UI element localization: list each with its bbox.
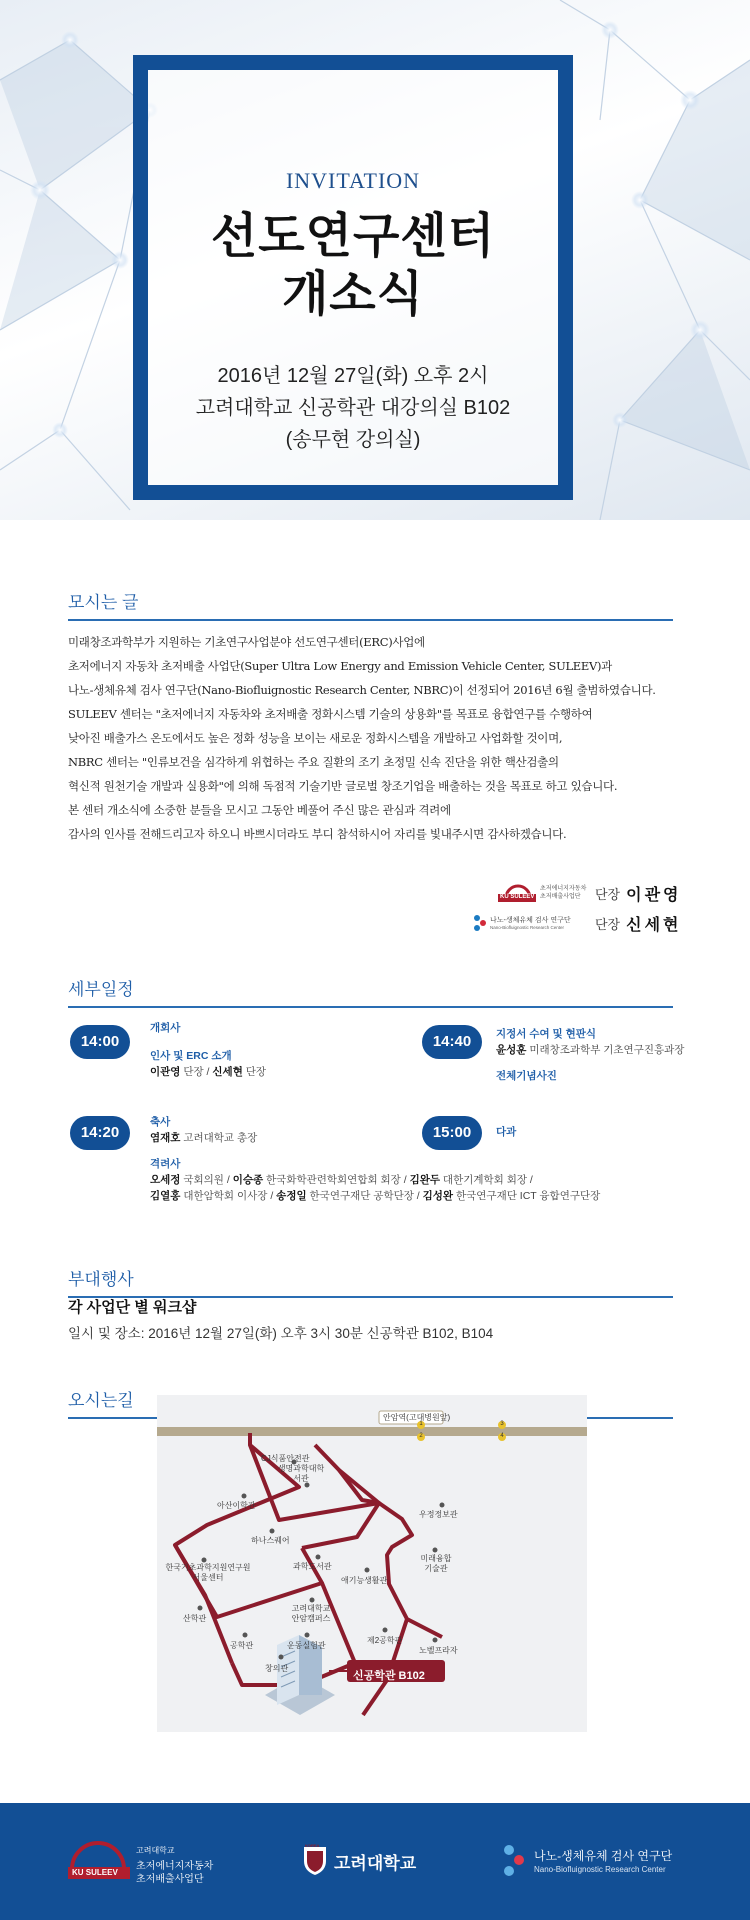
person-role: 한국연구재단 ICT 융합연구단장 [453, 1190, 601, 1202]
person-name: 염재호 [150, 1132, 181, 1144]
map-label: 산학관 [183, 1614, 207, 1623]
map-label: 과학도서관 [293, 1562, 332, 1571]
event-room: (송무현 강의실) [285, 429, 421, 451]
schedule-item-title: 다과 [496, 1126, 517, 1138]
invitation-letter [68, 630, 678, 846]
footer-suleev-line2: 초저배출사업단 [136, 1874, 204, 1885]
time-badge: 14:40 [422, 1025, 482, 1059]
person-name: 이승종 [232, 1174, 264, 1186]
map-label: 운동실험관 [287, 1641, 326, 1650]
event-date: 2016년 12월 27일(화) 오후 2시 [217, 365, 489, 387]
map-label: CJ식품안전관 [261, 1454, 310, 1463]
section-heading-letter: 모시는 글 [68, 588, 673, 621]
exit-number: 3 [500, 1421, 504, 1427]
invitation-label: INVITATION [285, 168, 421, 193]
signer-nbrc [470, 910, 682, 936]
letter-line: 낮아진 배출가스 온도에서도 높은 정화 성능을 보이는 새로운 정화시스템을 개발하고 사업화할 것이며, [68, 731, 563, 745]
person-name: 김완두 [409, 1174, 441, 1186]
event-title-line2: 개소식 [281, 268, 425, 321]
schedule-item-title: 격려사 [150, 1158, 181, 1170]
map-label: 한국기초과학지원연구원 서울센터 [165, 1563, 251, 1582]
letter-line: SULEEV 센터는 "초저에너지 자동차와 초저배출 정화시스템 기술의 상용화"를 목표로 융합연구를 수행하여 [68, 707, 593, 721]
footer-nbrc-line2: Nano-Biofluignostic Research Center [534, 1865, 666, 1874]
schedule-item-title: 지정서 수여 및 현판식 [496, 1028, 597, 1040]
section-heading-side-event: 부대행사 [68, 1265, 673, 1298]
person-name: 오세정 [150, 1174, 181, 1186]
footer-nbrc-logo [500, 1839, 700, 1883]
signer-title: 단장 [595, 887, 621, 903]
person-name: 송정일 [276, 1190, 307, 1202]
person-name: 신세현 [212, 1066, 243, 1078]
encouragement-line-2 [150, 1188, 600, 1204]
event-title [148, 208, 558, 324]
person-role: 한국연구재단 공학단장 / [306, 1190, 423, 1202]
event-venue: 고려대학교 신공학관 대강의실 B102 [195, 397, 511, 419]
letter-line: 나노-생체유체 검사 연구단(Nano-Biofluignostic Research Center, NBRC)이 선정되어 2016년 6월 출범하였습니다. [68, 683, 656, 697]
letter-line: 미래창조과학부가 지원하는 기초연구사업분야 선도연구센터(ERC)사업에 [68, 635, 425, 649]
schedule-item-people [150, 1130, 600, 1146]
map-label: 애기능생활관 [341, 1576, 388, 1585]
campus-map [157, 1395, 587, 1732]
map-label: 하나스퀘어 [251, 1536, 290, 1545]
letter-line: NBRC 센터는 "인류보건을 심각하게 위협하는 주요 질환의 조기 초정밀 신속 진단을 위한 핵산검출의 [68, 755, 559, 769]
schedule-block-1500 [496, 1124, 516, 1140]
exit-number: 2 [419, 1433, 423, 1439]
map-label: 노벨프라자 [419, 1646, 458, 1655]
signer-name: 신세현 [626, 914, 682, 934]
person-name: 김열홍 [150, 1190, 181, 1202]
signer-suleev [470, 880, 682, 906]
map-label: 생명과학대학 서관 [277, 1464, 325, 1483]
section-heading-schedule: 세부일정 [68, 975, 673, 1008]
station-label: 안암역(고대병원앞) [383, 1413, 451, 1422]
suleev-logo-mark: KU SULEEV [500, 894, 535, 900]
person-name: 윤성훈 [496, 1044, 527, 1056]
person-role: 대한기계학회 회장 / [440, 1174, 533, 1186]
footer-suleev-small: 고려대학교 [136, 1846, 175, 1855]
map-label: 창의관 [265, 1664, 289, 1673]
suleev-logo-text: 초저에너지자동차 초저배출사업단 [540, 886, 587, 900]
time-badge: 14:20 [70, 1116, 130, 1150]
map-label: 미래융합 기술관 [420, 1554, 452, 1573]
nbrc-droplet-icon [500, 1841, 528, 1881]
time-badge: 15:00 [422, 1116, 482, 1150]
footer-suleev-logo [68, 1837, 214, 1885]
schedule-block-1440 [496, 1026, 684, 1084]
invitation-frame [133, 55, 573, 500]
suleev-logo [470, 880, 585, 906]
map-label: 우정정보관 [419, 1510, 458, 1519]
schedule-item-people [150, 1064, 266, 1080]
nbrc-logo-sub: Nano-Biofluignostic Research Center [490, 925, 565, 930]
signer-title: 단장 [595, 917, 621, 933]
person-role: 미래창조과학부 기초연구진흥과장 [526, 1044, 685, 1056]
schedule-item-title: 인사 및 ERC 소개 [150, 1050, 232, 1062]
person-role: 단장 / [180, 1066, 213, 1078]
hero-section [0, 0, 750, 520]
footer-suleev-mark: KU SULEEV [72, 1868, 118, 1877]
person-name: 김성완 [422, 1190, 454, 1202]
person-role: 대한암학회 이사장 / [180, 1190, 277, 1202]
side-event-text: 일시 및 장소: 2016년 12월 27일(화) 오후 3시 30분 신공학관 B102, B104 [68, 1326, 494, 1341]
person-role: 단장 [242, 1066, 267, 1078]
map-label: 제2공학관 [367, 1636, 403, 1645]
side-event-title: 각 사업단 별 워크샵 [68, 1299, 197, 1316]
letter-line: 본 센터 개소식에 소중한 분들을 모시고 그동안 베풀어 주신 많은 관심과 격려에 [68, 803, 451, 817]
signer-name: 이관영 [626, 884, 682, 904]
person-role: 한국화학관련학회연합회 회장 / [263, 1174, 410, 1186]
schedule-item-people [496, 1042, 684, 1058]
schedule-item-title: 축사 [150, 1116, 171, 1128]
map-label: 고려대학교 안암캠퍼스 [291, 1604, 331, 1623]
schedule-block-1420 [150, 1114, 600, 1204]
schedule-item-title: 전체기념사진 [496, 1070, 557, 1082]
footer-nbrc-line1: 나노-생체유체 검사 연구단 [534, 1849, 673, 1863]
map-label: 공학관 [230, 1641, 254, 1650]
exit-number: 4 [500, 1433, 504, 1439]
nbrc-logo [470, 910, 585, 936]
letter-line: 초저에너지 자동차 초저배출 사업단(Super Ultra Low Energy and Emission Vehicle Center, SULEEV)과 [68, 659, 612, 673]
footer-korea-univ-name: 고려대학교 [334, 1854, 417, 1873]
event-title-line1: 선도연구센터 [210, 210, 496, 263]
nbrc-logo-text: 나노-생체유체 검사 연구단 [490, 917, 571, 924]
map-label: 아산이학관 [217, 1501, 256, 1510]
section-heading-map: 오시는길 [68, 1386, 673, 1419]
schedule-item-title: 개회사 [150, 1022, 181, 1034]
footer-logos [0, 1803, 750, 1920]
exit-number: 1 [419, 1421, 423, 1427]
person-role: 고려대학교 총장 [180, 1132, 258, 1144]
subway-line [157, 1427, 587, 1436]
event-details [148, 360, 558, 456]
schedule-block-1400 [150, 1020, 266, 1080]
footer-suleev-line1: 초저에너지자동차 [136, 1861, 214, 1872]
person-name: 이관영 [150, 1066, 181, 1078]
nbrc-droplet-icon [470, 910, 490, 936]
korea-univ-crest-text: KOREA [305, 1843, 320, 1848]
time-badge: 14:00 [70, 1025, 130, 1059]
target-building-label: 신공학관 B102 [353, 1670, 425, 1682]
person-role: 국회의원 / [180, 1174, 233, 1186]
letter-line: 혁신적 원천기술 개발과 실용화"에 의해 독점적 기술기반 글로벌 창조기업을 배출하는 것을 목표로 하고 있습니다. [68, 779, 618, 793]
letter-line: 감사의 인사를 전해드리고자 하오니 바쁘시더라도 부디 참석하시어 자리를 빛내주시면 감사하겠습니다. [68, 827, 567, 841]
encouragement-line-1 [150, 1172, 600, 1188]
